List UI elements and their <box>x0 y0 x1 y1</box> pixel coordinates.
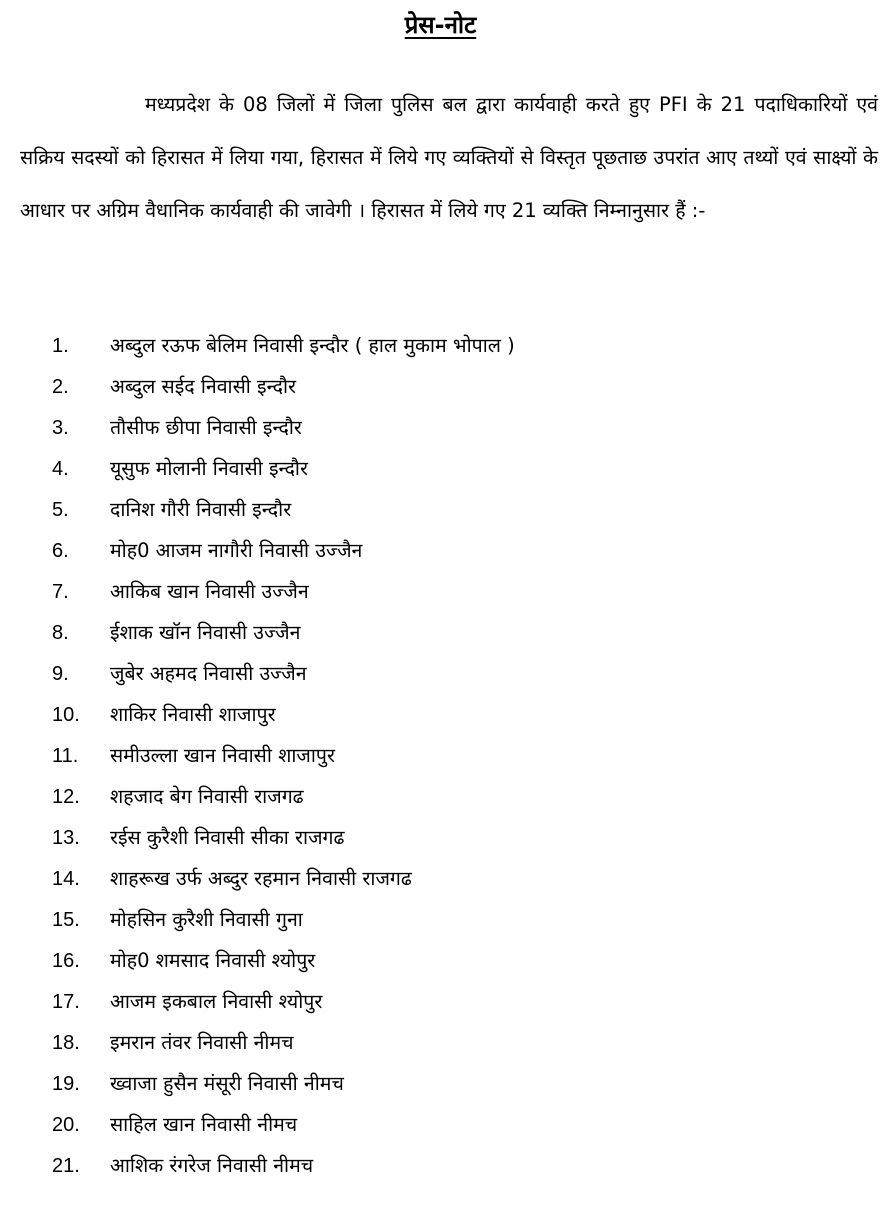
detained-persons-list <box>0 327 515 1188</box>
list-item <box>0 368 515 409</box>
list-item <box>0 778 515 819</box>
list-item <box>0 655 515 696</box>
list-item-text: आशिक रंगरेज निवासी नीमच <box>110 1154 314 1177</box>
list-item-number: 19. <box>52 1073 80 1095</box>
list-item-text: यूसुफ मोलानी निवासी इन्दौर <box>110 457 308 480</box>
list-item-number: 12. <box>52 786 80 808</box>
intro-paragraph: मध्यप्रदेश के 08 जिलों में जिला पुलिस बल द्वारा कार्यवाही करते हुए PFI के 21 पदाधिकारियों एवं सक्रिय सदस्यों को हिरासत में लिया गया, हिरासत में लिये गए व्यक्तियों से विस्तृत पूछताछ उपरांत आए तथ्यों एवं साक्ष्यों के आधार पर अग्रिम वैधानिक कार्यवाही की जावेगी । हिरासत में लिये गए 21 व्यक्ति निम्नानुसार हैं :- <box>20 93 878 222</box>
list-item-text: अब्दुल रऊफ बेलिम निवासी इन्दौर ( हाल मुकाम भोपाल ) <box>110 334 515 357</box>
list-item-number: 16. <box>52 950 80 972</box>
list-item-text: शाकिर निवासी शाजापुर <box>110 703 276 726</box>
list-item <box>0 532 515 573</box>
list-item <box>0 983 515 1024</box>
list-item-number: 2. <box>52 376 69 398</box>
list-item-text: मोहसिन कुरैशी निवासी गुना <box>110 908 303 931</box>
list-item-number: 7. <box>52 581 69 603</box>
list-item <box>0 737 515 778</box>
list-item-number: 18. <box>52 1032 80 1054</box>
list-item-text: आजम इकबाल निवासी श्योपुर <box>110 990 323 1013</box>
list-item <box>0 1147 515 1188</box>
list-item-text: तौसीफ छीपा निवासी इन्दौर <box>110 416 302 439</box>
list-item-text: दानिश गौरी निवासी इन्दौर <box>110 498 292 521</box>
list-item <box>0 1106 515 1147</box>
list-item-text: रईस कुरैशी निवासी सीका राजगढ <box>110 826 345 849</box>
list-item <box>0 491 515 532</box>
list-item-text: इमरान तंवर निवासी नीमच <box>110 1031 294 1054</box>
list-item-text: मोह0 शमसाद निवासी श्योपुर <box>110 949 316 972</box>
list-item <box>0 696 515 737</box>
list-item-number: 15. <box>52 909 80 931</box>
list-item-text: अब्दुल सईद निवासी इन्दौर <box>110 375 297 398</box>
list-item <box>0 1065 515 1106</box>
list-item <box>0 614 515 655</box>
list-item-number: 21. <box>52 1155 80 1177</box>
list-item-text: शहजाद बेग निवासी राजगढ <box>110 785 304 808</box>
list-item-text: शाहरूख उर्फ अब्दुर रहमान निवासी राजगढ <box>110 867 412 890</box>
list-item-number: 1. <box>52 335 69 357</box>
list-item-number: 6. <box>52 540 69 562</box>
list-item-text: जुबेर अहमद निवासी उज्जैन <box>110 662 307 685</box>
list-item <box>0 409 515 450</box>
list-item-number: 4. <box>52 458 69 480</box>
list-item-number: 9. <box>52 663 69 685</box>
list-item <box>0 573 515 614</box>
list-item-text: साहिल खान निवासी नीमच <box>110 1113 298 1136</box>
list-item <box>0 327 515 368</box>
list-item-text: समीउल्ला खान निवासी शाजापुर <box>110 744 335 767</box>
list-item-text: ख्वाजा हुसैन मंसूरी निवासी नीमच <box>110 1072 344 1095</box>
list-item-number: 11. <box>52 745 79 767</box>
list-item-text: आकिब खान निवासी उज्जैन <box>110 580 309 603</box>
list-item-number: 5. <box>52 499 69 521</box>
list-item-number: 3. <box>52 417 69 439</box>
list-item <box>0 1024 515 1065</box>
list-item-number: 17. <box>52 991 80 1013</box>
list-item <box>0 819 515 860</box>
list-item <box>0 901 515 942</box>
list-item-number: 20. <box>52 1114 80 1136</box>
list-item-number: 14. <box>52 868 80 890</box>
list-item-text: मोह0 आजम नागौरी निवासी उज्जैन <box>110 539 363 562</box>
page-title: प्रेस-नोट <box>404 11 477 39</box>
list-item <box>0 450 515 491</box>
list-item <box>0 860 515 901</box>
list-item-number: 8. <box>52 622 69 644</box>
list-item-number: 10. <box>52 704 80 726</box>
list-item <box>0 942 515 983</box>
list-item-text: ईशाक खॉन निवासी उज्जैन <box>110 621 301 644</box>
list-item-number: 13. <box>52 827 80 849</box>
